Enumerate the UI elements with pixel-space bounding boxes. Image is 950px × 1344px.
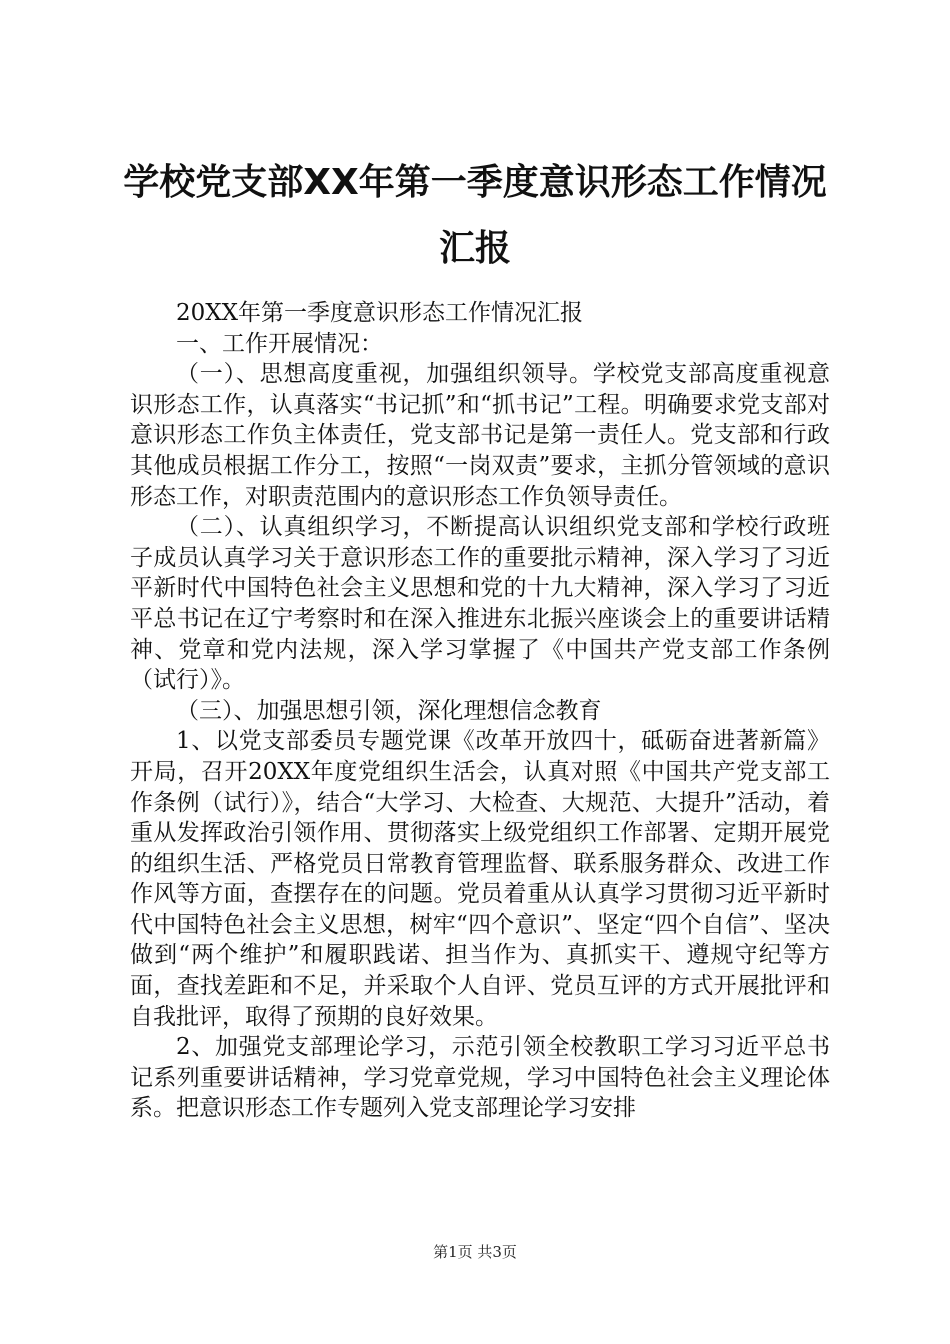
paragraph-section-heading: 一、工作开展情况： xyxy=(176,330,383,357)
page-number-footer: 第1页 共3页 xyxy=(433,1243,517,1261)
paragraph-item-1: （一）、思想高度重视，加强组织领导。学校党支部高度重视意识形态工作，认真落实“书记抓”和“抓书记”工程。明确要求党支部对意识形态工作负主体责任，党支部书记是第一责任人。党支部和行政其他成员根据工作分工，按照“一岗双责”要求，主抓分管领域的意识形态工作，对职责范围内的意识形态工作负领导责任。 xyxy=(130,361,830,510)
paragraph-subtitle: 20XX年第一季度意识形态工作情况汇报 xyxy=(176,300,584,326)
paragraph-point-2: 2、加强党支部理论学习，示范引领全校教职工学习习近平总书记系列重要讲话精神，学习党章党规，学习中国特色社会主义理论体系。把意识形态工作专题列入党支部理论学习安排 xyxy=(130,1034,830,1122)
document-body xyxy=(130,298,830,1124)
paragraph-item-2: （二）、认真组织学习，不断提高认识组织党支部和学校行政班子成员认真学习关于意识形态工作的重要批示精神，深入学习了习近平新时代中国特色社会主义思想和党的十九大精神，深入学习了习近平总书记在辽宁考察时和在深入推进东北振兴座谈会上的重要讲话精神、党章和党内法规，深入学习掌握了《中国共产党支部工作条例（试行）》。 xyxy=(130,514,830,694)
paragraph-point-1: 1、以党支部委员专题党课《改革开放四十，砥砺奋进著新篇》开局，召开20XX年度党组织生活会，认真对照《中国共产党支部工作条例（试行）》，结合“大学习、大检查、大规范、大提升”活动，着重从发挥政治引领作用、贯彻落实上级党组织工作部署、定期开展党的组织生活、严格党员日常教育管理监督、联系服务群众、改进工作作风等方面，查摆存在的问题。党员着重从认真学习贯彻习近平新时代中国特色社会主义思想，树牢“四个意识”、坚定“四个自信”、坚决做到“两个维护”和履职践诺、担当作为、真抓实干、遵规守纪等方面，查找差距和不足，并采取个人自评、党员互评的方式开展批评和自我批评，取得了预期的良好效果。 xyxy=(130,728,830,1030)
document-title: 学校党支部XX年第一季度意识形态工作情况汇报 xyxy=(123,162,827,269)
paragraph-item-3-heading: （三）、加强思想引领，深化理想信念教育 xyxy=(176,697,602,724)
